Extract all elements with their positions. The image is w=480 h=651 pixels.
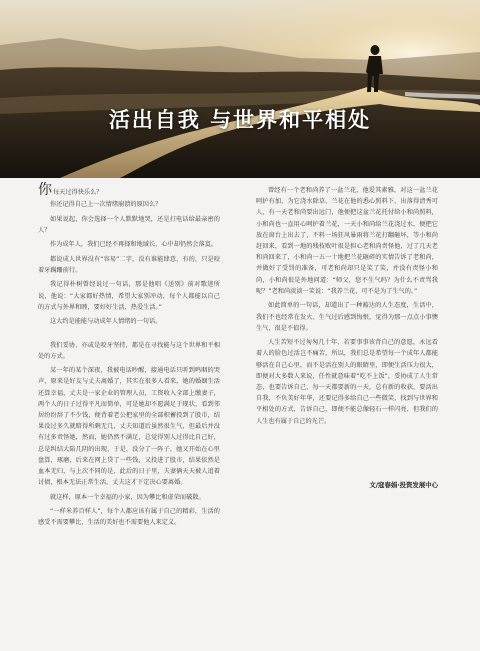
intro-text: 每天过得快乐么？ bbox=[53, 189, 103, 196]
paragraph: 作为成年人，我们已经不再择和地域长，心中却仍然会落寞。 bbox=[50, 241, 218, 249]
paragraph: 我记得朴树曾经说过一句话，那是他唱《送别》前对歌迷所说，他说：“大家都好热情，希望大家别冲动，每个人都能以自己的方式与外界和睦，要好好生活，热爱生活。” bbox=[38, 281, 220, 311]
author-byline: 文/寇春娟·投资发展中心 bbox=[369, 481, 438, 489]
paragraph: 如此简单的一句话，却道出了一种豁达的人生态度，生活中，我们不也经常在发火、生气过后感到悔恨，觉得为那一点点小事懊生气，很是不值得。 bbox=[256, 302, 438, 332]
intro-line bbox=[38, 183, 220, 197]
paragraph: “一样米养百样人”，每个人都应该有属于自己的精彩，生活的感受不需要攀比，生活的美好也不需要他人来定义。 bbox=[38, 508, 220, 527]
left-column bbox=[38, 183, 220, 532]
paragraph: 你还记得自己上一次情绪崩溃的原因么？ bbox=[50, 201, 162, 208]
hero-image bbox=[0, 0, 480, 178]
paragraph: 都说成人世界没有“容易”二字，没有谁能肆意，有的，只是咬着牙蹒跚前行。 bbox=[38, 255, 220, 274]
paragraph: 这大约是能能与动成年人情绪的一句话。 bbox=[50, 318, 162, 326]
right-column bbox=[256, 185, 438, 430]
page-title: 活出自我 与世界和平相处 bbox=[108, 107, 372, 132]
paragraph: 曾经有一个老和尚养了一盆兰花，他爱其素雅，对这一盆兰花呵护有加，为它浇水除草，兰花在他的悉心照料下，出落得清秀可人，有一天老和尚要出远门，他便把这盆兰花托付给小和尚照料，小和尚也一直用心呵护着兰花，一天小和尚给兰花浇过水，便把它放在窗台上出去了，不料一场狂风暴雨将兰花打翻砸坏，等小和尚赶回来，看到一地的残枝败叶很是担心老和尚责怪他，过了几天老和尚回来了，小和尚一五一十地把兰花砸碎的实情告诉了老和尚，并做好了受罚的准备，可老和尚却只是笑了笑，并没有责怪小和尚，小和尚很是外地问道：“师父，您不生气吗？为什么不责骂我呢？”老和尚淡淡一笑说：“我养兰花，可不是为了生气的。” bbox=[256, 187, 438, 295]
paragraph: 如果说起，你会选择一个人默默地哭，还是打电话给最亲密的人？ bbox=[38, 215, 220, 234]
drop-cap: 你 bbox=[38, 182, 52, 198]
paragraph: 人生苦短不过匆匆几十年，若要事事该背自己的意愿，永远看着人的脸色过活岂不痛苦，所以，我们总是希望每一个成年人都能够活在自己心里，而不是活在别人的眼睛里，即便生活压力很大，即便对大多数人来说，任性就意味着“吃不上饭”，妥协成了人生常态，也要告诉自己，每一天都要新的一天，总有新的收获，要活出自我，不负美好年华，还要记得多给自己一些微笑，找到与世界和平相处的方式，告诉自己，即便不能总像轻石一样闪亮，但我们的人生也有属于自己的光芒。 bbox=[256, 339, 438, 425]
paragraph: 某一年的某个深夜，我被电话吵醒，接通电话只听到鸣咽的哭声，原来是好友与丈夫离婚了，其实在很多人看来，她的婚姻生活还算幸福，丈夫是一家企业的管理人员，工资收入全部上缴妻子，两个人的日子过得平凡而简单，可是她却不愿满足于现状，看到邻居纷纷辞了不少钱，便背着老公把家里的全部积蓄投到了股市，结果没过多久就赔得所剩无几，丈夫知道后虽然很生气，但最后并没有过多责怪她，然而，她仍然不满足，总觉得别人过得比自己好，总是纠结大陷几阴的出现，于是，没分了一阵子，她又开始在心里盘算，琢磨，后来在网上贷了一些钱，又投进了股市，结果依然是血本无归，与上次不同的是，此后的日子里，夫妻俩天天被人追着讨债，根本无法正常生活，丈夫这才下定决心要离婚。 bbox=[38, 367, 220, 487]
paragraph: 我们妥协、亦或是咬牙坚持，都是在寻找能与这个世界和平相处的方式。 bbox=[38, 341, 220, 360]
paragraph: 就这样，原本一个幸福的小家，因为攀比和虚荣而破散。 bbox=[50, 493, 205, 501]
sunset-road-photo bbox=[0, 0, 480, 178]
